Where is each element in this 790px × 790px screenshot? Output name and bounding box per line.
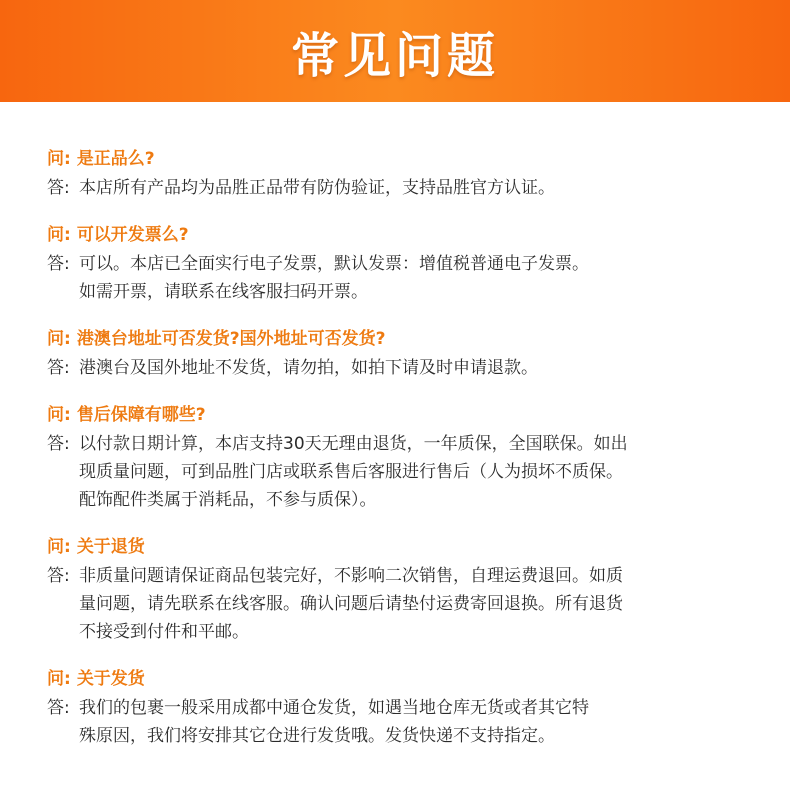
answer-prefix: 答: (47, 698, 70, 718)
faq-answer (47, 694, 757, 750)
answer-prefix: 答: (47, 178, 70, 198)
answer-body (79, 430, 757, 514)
answer-line: 可以。本店已全面实行电子发票，默认发票：增值税普通电子发票。 (79, 254, 589, 274)
page-title: 常见问题 (290, 27, 499, 84)
header-banner (0, 0, 790, 102)
faq-answer (47, 174, 757, 202)
faq-item-shipping-region (47, 328, 757, 382)
faq-question (47, 404, 757, 426)
question-text: 是正品么? (76, 149, 155, 169)
question-prefix: 问: (47, 537, 71, 557)
faq-question (47, 148, 757, 170)
question-prefix: 问: (47, 149, 71, 169)
answer-line: 量问题，请先联系在线客服。确认问题后请垫付运费寄回退换。所有退货 (79, 594, 623, 614)
question-prefix: 问: (47, 669, 71, 689)
faq-answer (47, 250, 757, 306)
answer-line: 本店所有产品均为品胜正品带有防伪验证，支持品胜官方认证。 (79, 178, 555, 198)
faq-question (47, 668, 757, 690)
faq-question (47, 224, 757, 246)
answer-body (79, 354, 757, 382)
faq-answer (47, 430, 757, 514)
answer-body (79, 562, 757, 646)
faq-question (47, 536, 757, 558)
question-text: 可以开发票么? (76, 225, 189, 245)
question-text: 关于发货 (76, 669, 145, 689)
answer-line: 非质量问题请保证商品包装完好，不影响二次销售，自理运费退回。如质 (79, 566, 623, 586)
answer-body (79, 174, 757, 202)
answer-prefix: 答: (47, 434, 70, 454)
answer-line: 不接受到付件和平邮。 (79, 622, 249, 642)
answer-prefix: 答: (47, 358, 70, 378)
question-text: 售后保障有哪些? (76, 405, 206, 425)
faq-answer (47, 354, 757, 382)
answer-line: 配饰配件类属于消耗品，不参与质保）。 (79, 490, 377, 510)
faq-list (47, 148, 757, 772)
answer-line: 殊原因，我们将安排其它仓进行发货哦。发货快递不支持指定。 (79, 726, 555, 746)
question-prefix: 问: (47, 329, 71, 349)
question-text: 关于退货 (76, 537, 145, 557)
faq-item-genuine (47, 148, 757, 202)
question-text: 港澳台地址可否发货?国外地址可否发货? (76, 329, 386, 349)
answer-line: 如需开票，请联系在线客服扫码开票。 (79, 282, 368, 302)
faq-answer (47, 562, 757, 646)
answer-prefix: 答: (47, 566, 70, 586)
answer-line: 现质量问题，可到品胜门店或联系售后客服进行售后（人为损坏不质保。 (79, 462, 623, 482)
answer-line: 我们的包裹一般采用成都中通仓发货，如遇当地仓库无货或者其它特 (79, 698, 589, 718)
answer-line: 以付款日期计算，本店支持30天无理由退货，一年质保，全国联保。如出 (79, 434, 628, 454)
faq-item-warranty (47, 404, 757, 514)
question-prefix: 问: (47, 225, 71, 245)
answer-body (79, 250, 757, 306)
faq-question (47, 328, 757, 350)
faq-item-delivery (47, 668, 757, 750)
answer-line: 港澳台及国外地址不发货，请勿拍，如拍下请及时申请退款。 (79, 358, 538, 378)
answer-prefix: 答: (47, 254, 70, 274)
question-prefix: 问: (47, 405, 71, 425)
answer-body (79, 694, 757, 750)
faq-item-returns (47, 536, 757, 646)
faq-item-invoice (47, 224, 757, 306)
